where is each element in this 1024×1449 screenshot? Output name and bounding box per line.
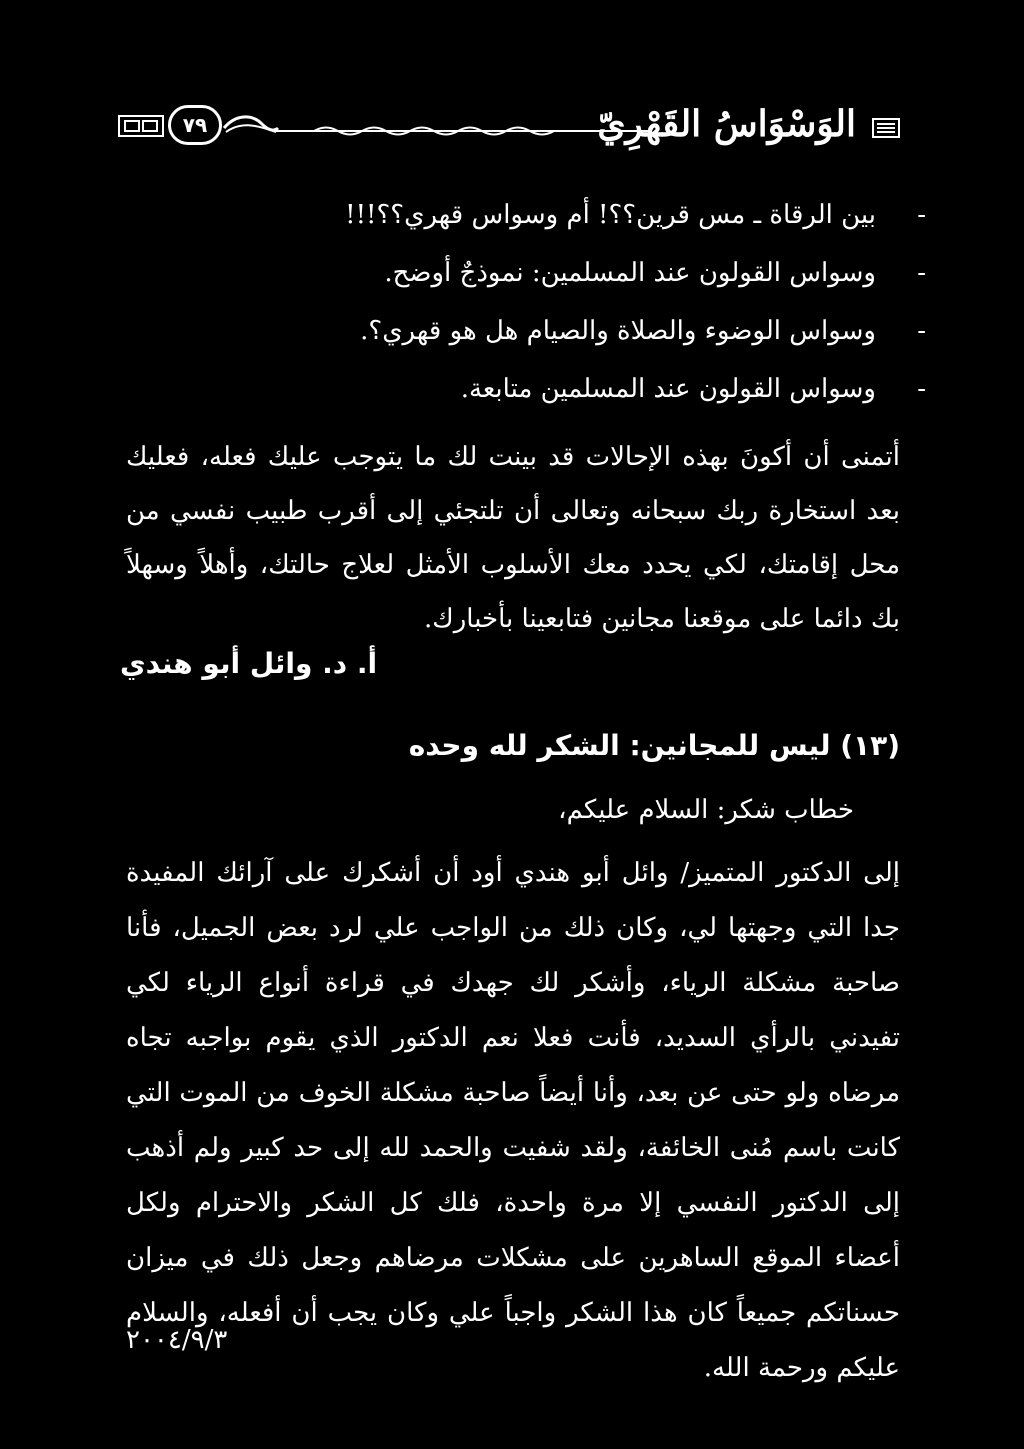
list-item-text: بين الرقاة ـ مس قرين؟؟! أم وسواس قهري؟؟!!! [345,200,876,230]
header-rule [274,124,650,138]
date-stamp: ٢٠٠٤/٩/٣ [126,1325,228,1355]
reply-paragraph: إلى الدكتور المتميز/ وائل أبو هندي أود أن أشكرك على آرائك المفيدة جدا التي وجهتها لي، وكان ذلك من الواجب علي لرد بعض الجميل، فأنا صاحبة مشكلة الرياء، وأشكر لك جهدك في قراءة أنواع الرياء لكي تفيدني بالرأي السديد، فأنت فعلا نعم الدكتور الذي يقوم بواجبه تجاه مرضاه ولو حتى عن بعد، وأنا أيضاً صاحبة مشكلة الخوف من الموت التي كانت باسم مُنى الخائفة، ولقد شفيت والحمد لله إلى حد كبير ولم أذهب إلى الدكتور النفسي إلا مرة واحدة، فلك كل الشكر والاحترام ولكل أعضاء الموقع الساهرين على مشكلات مرضاهم وجعل ذلك في ميزان حسناتكم جميعاً كان هذا الشكر واجباً علي وكان يجب أن أفعله، والسلام عليكم ورحمة الله. [126,858,900,1383]
list-item: - وسواس القولون عند المسلمين: نموذجٌ أوضح. [384,258,926,288]
intro-paragraph: أتمنى أن أكونَ بهذه الإحالات قد بينت لك ما يتوجب عليك فعله، فعليك بعد استخارة ربك سبحانه وتعالى أن تلتجئي إلى أقرب طبيب نفسي من محل إقامتك، لكي يحدد معك الأسلوب الأمثل لعلاج حالتك، وأهلاً وسهلاً بك دائما على موقعنا مجانين فتابعينا بأخبارك. [126,442,900,634]
section-heading: (١٣) ليس للمجانين: الشكر لله وحده [408,729,900,762]
list-item-text: وسواس القولون عند المسلمين متابعة. [460,374,876,404]
list-item: - وسواس القولون عند المسلمين متابعة. [460,374,926,404]
header-tail-ornament [222,110,280,140]
ornament-left-icon [118,114,164,138]
page-header [118,96,900,158]
page-number-badge: ٧٩ [168,105,222,145]
list-item-text: وسواس القولون عند المسلمين: نموذجٌ أوضح. [384,258,876,288]
related-links-list [256,192,926,424]
ornament-right-icon [872,118,900,138]
author-signature: أ. د. وائل أبو هندي [120,647,378,680]
list-item: - بين الرقاة ـ مس قرين؟؟! أم وسواس قهري؟؟!!! [345,200,926,230]
running-title: الوَسْوَاسُ القَهْرِيّ [597,103,856,145]
list-item: - وسواس الوضوء والصلاة والصيام هل هو قهري؟. [360,316,926,346]
list-item-text: وسواس الوضوء والصلاة والصيام هل هو قهري؟. [360,316,876,346]
greeting-line: خطاب شكر: السلام عليكم، [558,795,854,825]
